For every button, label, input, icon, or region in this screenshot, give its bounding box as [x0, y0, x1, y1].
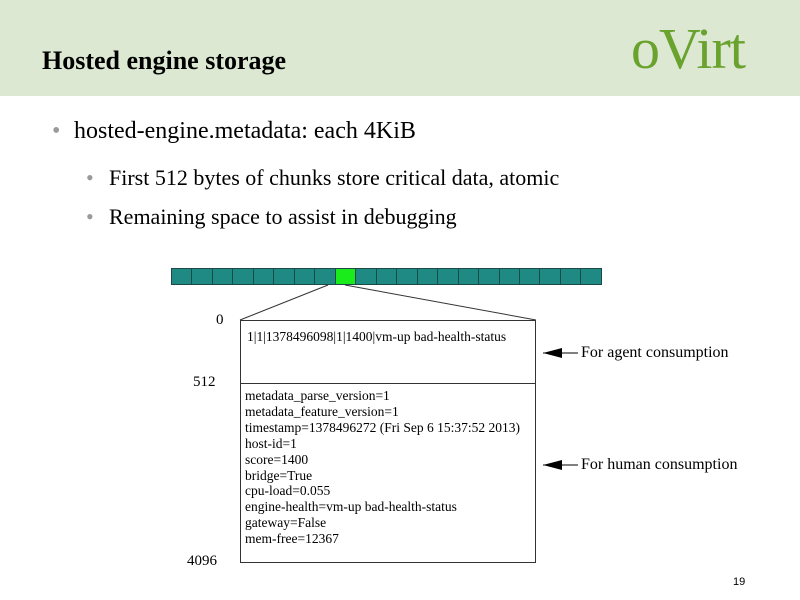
slide-title: Hosted engine storage: [42, 46, 287, 75]
metadata-line: cpu-load=0.055: [245, 483, 331, 499]
offset-label: 0: [216, 312, 224, 328]
page-number: 19: [733, 576, 746, 588]
metadata-line: bridge=True: [245, 467, 313, 483]
metadata-line: gateway=False: [245, 515, 327, 531]
bullet-dot-icon: •: [86, 165, 94, 190]
human-consumption-label: For human consumption: [581, 456, 738, 473]
zoom-line-left: [240, 285, 328, 320]
offset-label: 512: [193, 374, 216, 390]
ovirt-logo: oVirt: [631, 16, 745, 81]
human-block-text: [245, 388, 529, 547]
agent-arrow-icon: [543, 348, 562, 358]
block-divider: [241, 383, 535, 384]
human-arrow-icon: [543, 460, 562, 470]
metadata-line: mem-free=12367: [245, 531, 339, 547]
metadata-line: host-id=1: [245, 435, 297, 451]
zoom-line-right: [345, 285, 536, 320]
agent-consumption-label: For agent consumption: [581, 344, 729, 361]
metadata-line: score=1400: [245, 451, 309, 467]
bullet-text: Remaining space to assist in debugging: [109, 204, 457, 229]
metadata-line: metadata_feature_version=1: [245, 403, 399, 419]
bullet-text: First 512 bytes of chunks store critical data, atomic: [109, 165, 560, 190]
metadata-line: engine-health=vm-up bad-health-status: [245, 499, 457, 515]
agent-block-text: 1|1|1378496098|1|1400|vm-up bad-health-status: [247, 329, 507, 344]
metadata-chunk-box: [240, 320, 536, 563]
metadata-line: metadata_parse_version=1: [245, 388, 390, 403]
bullet-dot-icon: •: [52, 118, 61, 144]
offset-label: 4096: [187, 553, 217, 569]
bullet-text: hosted-engine.metadata: each 4KiB: [74, 118, 416, 144]
bullet-dot-icon: •: [86, 204, 94, 229]
metadata-line: timestamp=1378496272 (Fri Sep 6 15:37:52 2013): [245, 419, 520, 435]
